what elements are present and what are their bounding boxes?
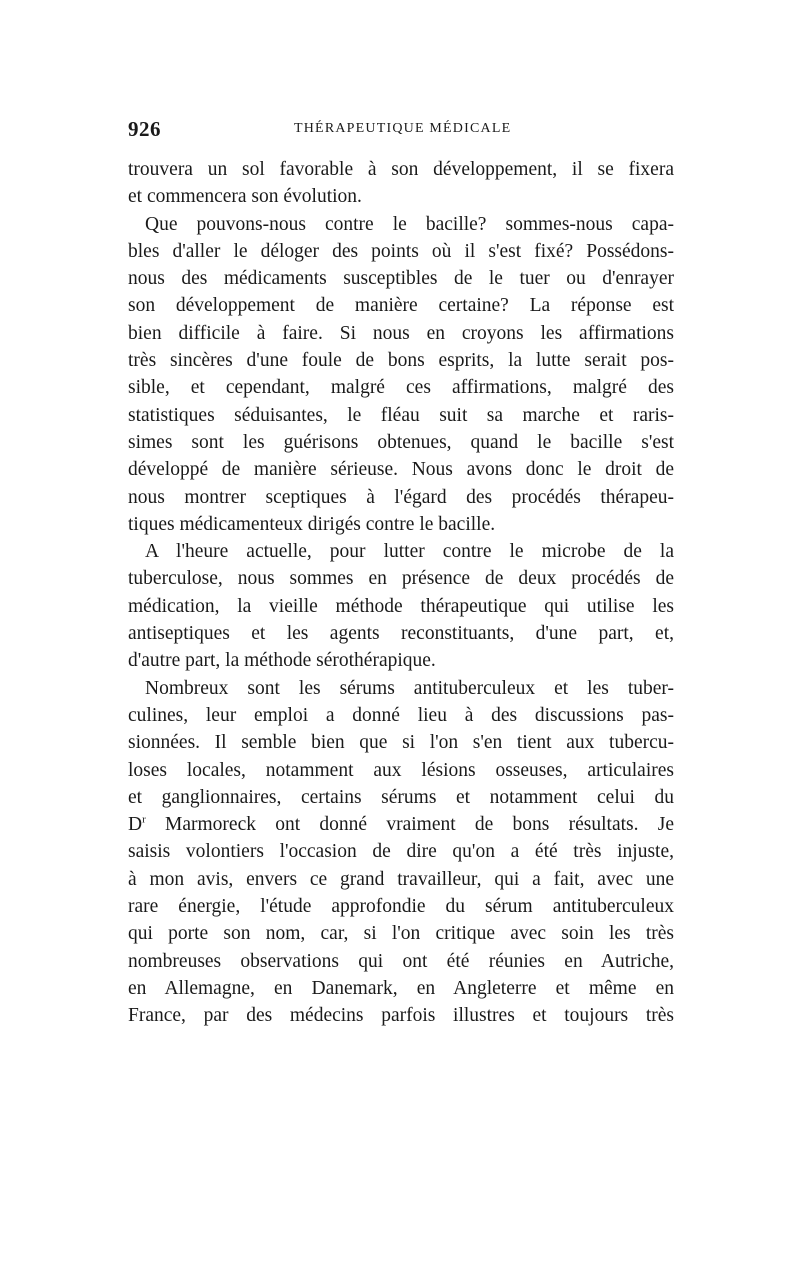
text-line: qui porte son nom, car, si l'on critique avec soin les très — [128, 923, 674, 945]
text-line: en Allemagne, en Danemark, en Angleterre et même en — [128, 977, 674, 999]
text-line: nous des médicaments susceptibles de le tuer ou d'enrayer — [128, 268, 674, 290]
page-number: 926 — [128, 117, 161, 141]
text-line: tuberculose, nous sommes en présence de deux procédés de — [128, 568, 674, 590]
text-line: nous montrer sceptiques à l'égard des procédés thérapeu- — [128, 486, 674, 508]
text-line: France, par des médecins parfois illustres et toujours très — [128, 1005, 674, 1027]
text-line-rest: Marmoreck ont donné vraiment de bons résultats. Je — [165, 814, 675, 836]
text-line: trouvera un sol favorable à son développement, il se fixera — [128, 159, 674, 180]
text-line: son développement de manière certaine? La réponse est — [128, 295, 674, 317]
running-title: THÉRAPEUTIQUE MÉDICALE — [294, 121, 512, 136]
text-line: Que pouvons-nous contre le bacille? sommes-nous capa- — [145, 213, 674, 235]
text-line: très sincères d'une foule de bons esprits, la lutte serait pos- — [128, 350, 674, 372]
text-line: nombreuses observations qui ont été réunies en Autriche, — [128, 950, 674, 972]
text-line: et ganglionnaires, certains sérums et notamment celui du — [128, 786, 674, 808]
text-line: sible, et cependant, malgré ces affirmations, malgré des — [128, 377, 674, 399]
text-line: sionnées. Il semble bien que si l'on s'en tient aux tubercu- — [128, 732, 674, 754]
doctor-abbrev-sup: r — [142, 813, 146, 826]
text-line: culines, leur emploi a donné lieu à des discussions pas- — [128, 704, 674, 726]
text-line: développé de manière sérieuse. Nous avons donc le droit de — [128, 459, 674, 481]
body-text — [128, 156, 674, 1030]
text-line: bles d'aller le déloger des points où il s'est fixé? Possédons- — [128, 240, 674, 262]
text-line: Nombreux sont les sérums antituberculeux et les tuber- — [145, 677, 674, 699]
text-line: tiques médicamenteux dirigés contre le bacille. — [128, 513, 496, 535]
text-line: et commencera son évolution. — [128, 186, 362, 208]
doctor-abbrev: D — [128, 814, 143, 836]
text-line: loses locales, notamment aux lésions osseuses, articulaires — [128, 759, 674, 781]
text-line: d'autre part, la méthode sérothérapique. — [128, 650, 436, 672]
text-line: saisis volontiers l'occasion de dire qu'on a été très injuste, — [128, 841, 674, 863]
text-line: A l'heure actuelle, pour lutter contre le microbe de la — [145, 541, 674, 563]
text-line: statistiques séduisantes, le fléau suit sa marche et raris- — [128, 404, 674, 426]
page-header — [128, 117, 674, 141]
text-line-with-abbrev — [128, 811, 674, 838]
text-line: bien difficile à faire. Si nous en croyons les affirmations — [128, 322, 674, 344]
text-line: à mon avis, envers ce grand travailleur, qui a fait, avec une — [128, 868, 674, 890]
text-line: rare énergie, l'étude approfondie du sérum antituberculeux — [128, 896, 674, 918]
text-line: simes sont les guérisons obtenues, quand le bacille s'est — [128, 431, 674, 453]
text-line: antiseptiques et les agents reconstituants, d'une part, et, — [128, 623, 674, 645]
text-line: médication, la vieille méthode thérapeutique qui utilise les — [128, 595, 674, 617]
